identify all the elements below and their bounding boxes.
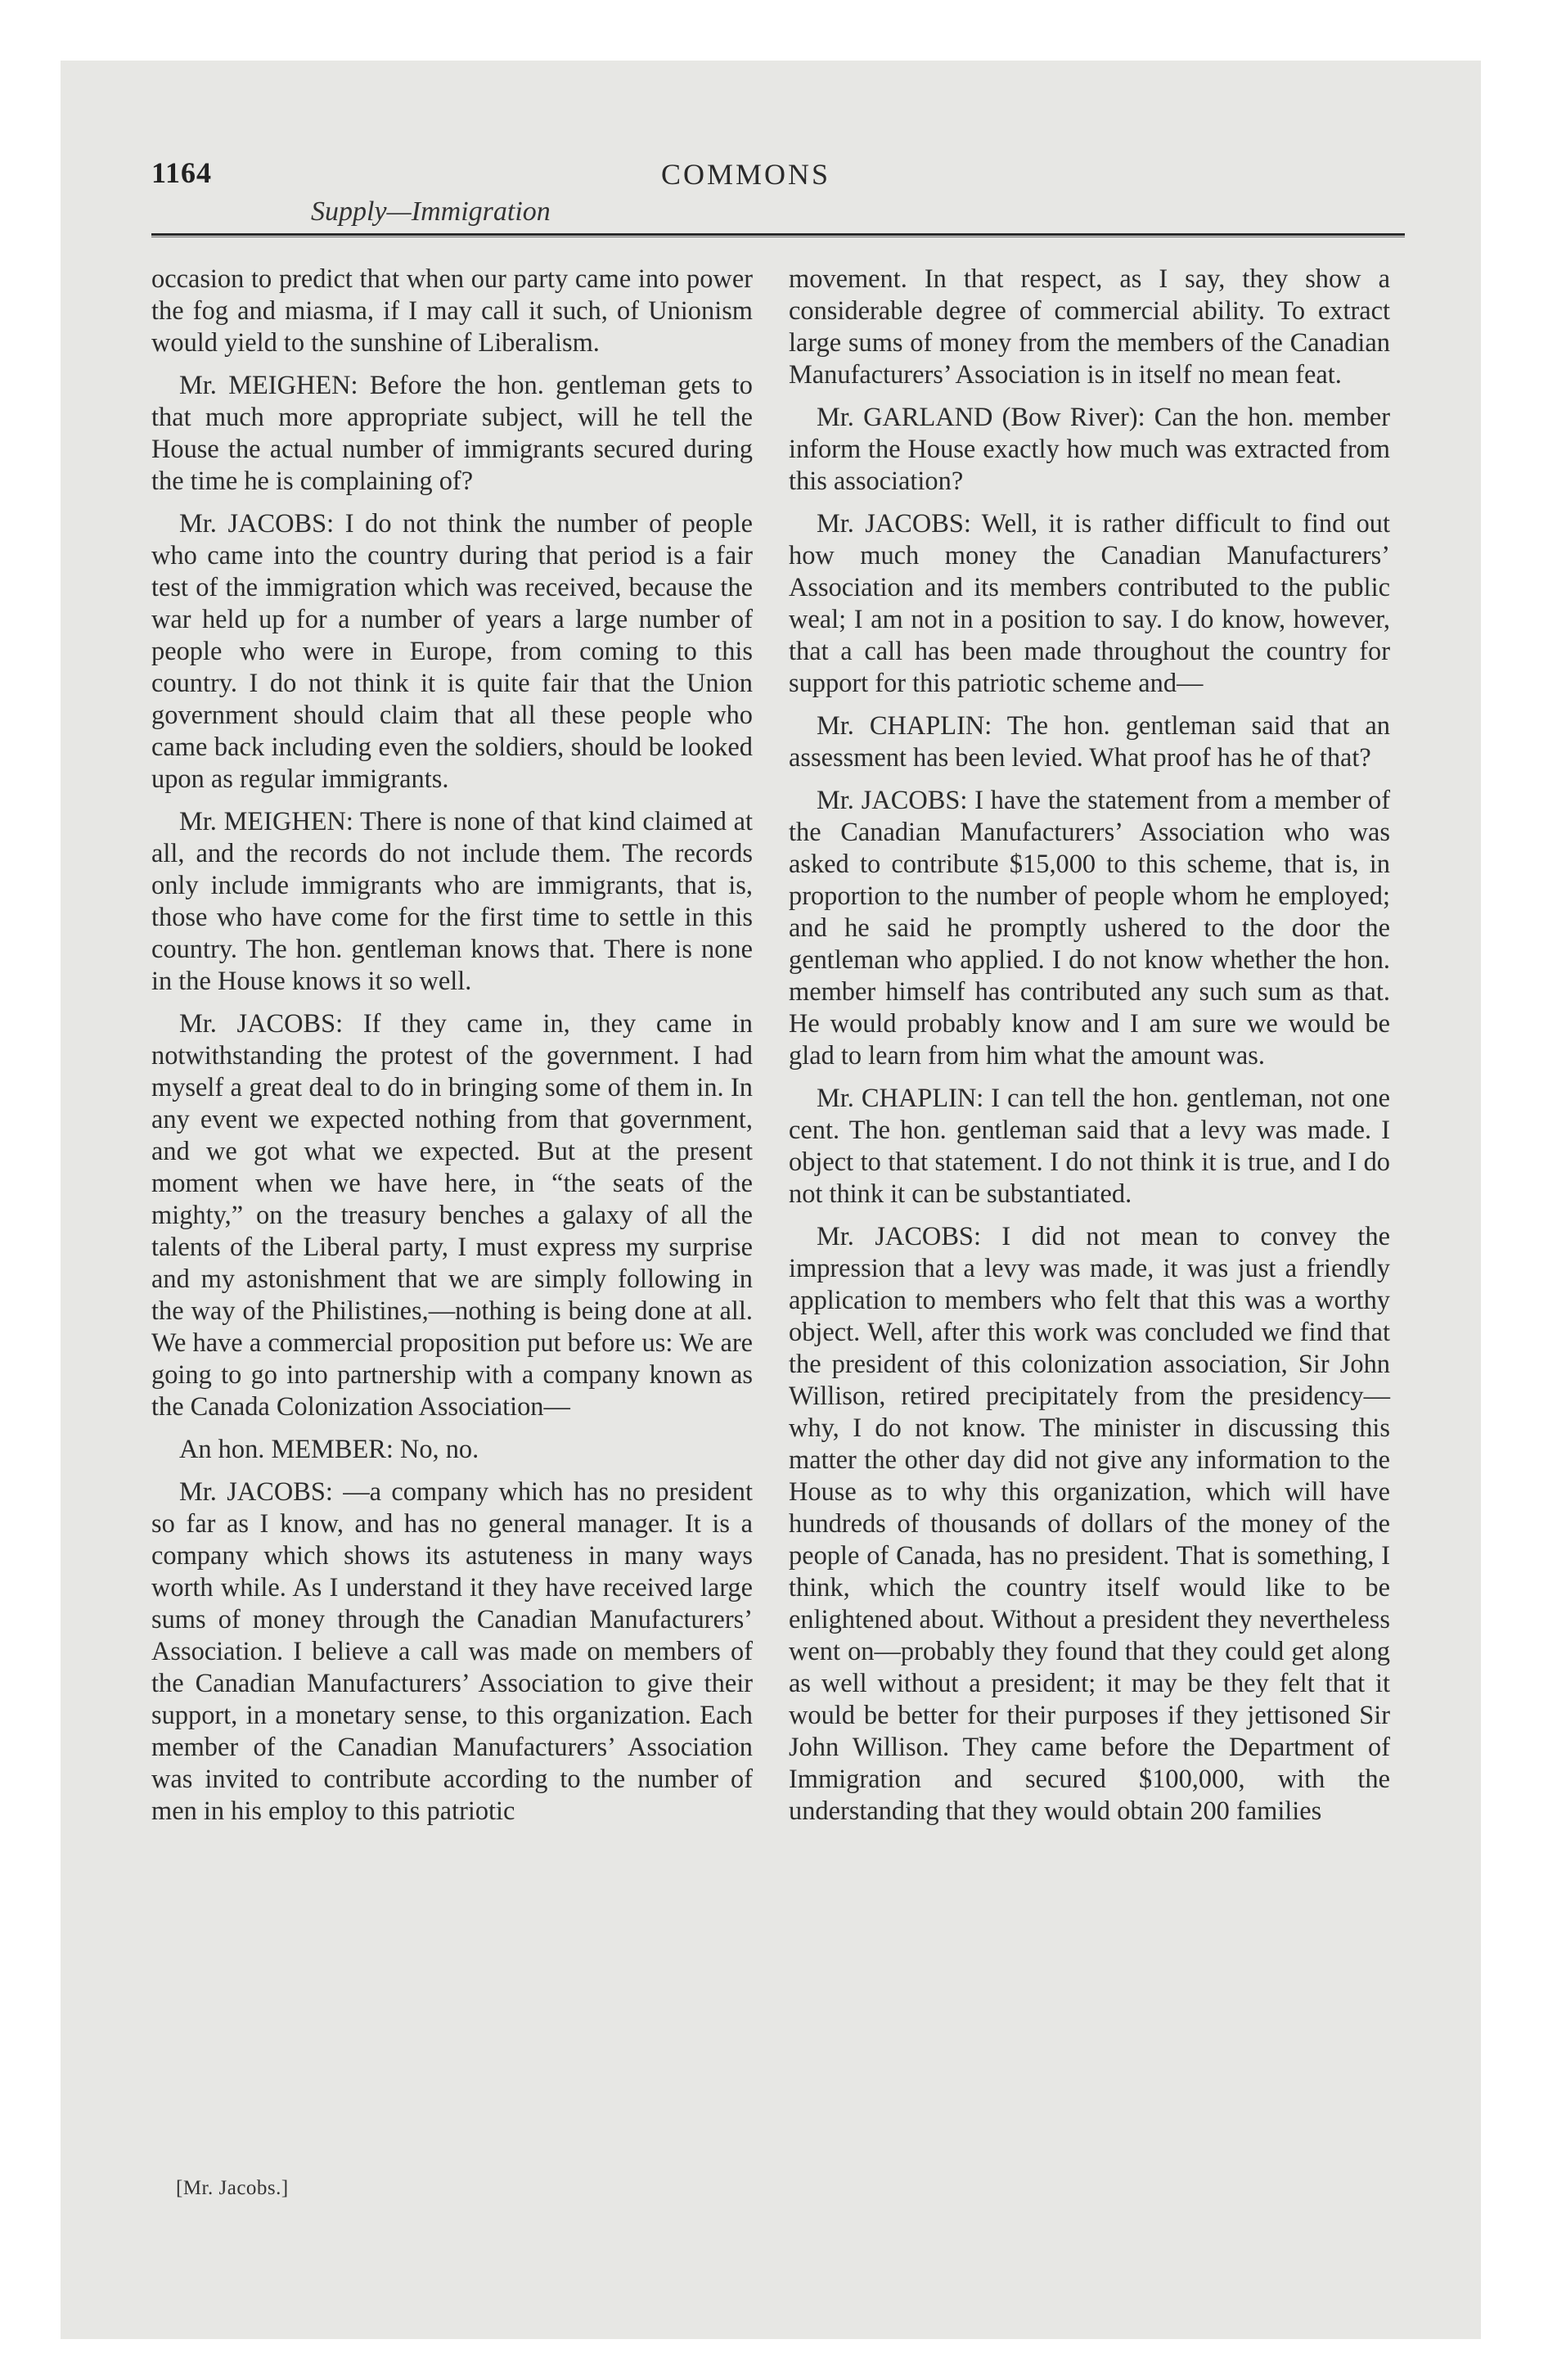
paragraph: movement. In that respect, as I say, they show a considerable degree of commercial ability. To extract large sums of money from the members of the Canadian Manufacturers’ Association is in itself no mean feat.: [789, 264, 1390, 390]
paragraph: Mr. CHAPLIN: The hon. gentleman said that an assessment has been levied. What proof has he of that?: [789, 711, 1390, 773]
left-column: [151, 264, 753, 1838]
paragraph: occasion to predict that when our party came into power the fog and miasma, if I may call it such, of Unionism would yield to the sunshine of Liberalism.: [151, 264, 753, 358]
paragraph: Mr. MEIGHEN: There is none of that kind claimed at all, and the records do not include them. The records only include immigrants who are immigrants, that is, those who have come for the first time to settle in this country. The hon. gentleman knows that. There is none in the House knows it so well.: [151, 807, 753, 996]
paragraph: Mr. JACOBS: I did not mean to convey the impression that a levy was made, it was just a friendly application to members who felt that this was a worthy object. Well, after this work was concluded we find that the president of this colonization association, Sir John Willison, retired precipitately from the presidency—why, I do not know. The minister in discussing this matter the other day did not give any information to the House as to why this organization, which will have hundreds of thousands of dollars of the money of the people of Canada, has no president. That is something, I think, which the country itself would like to be enlightened about. Without a president they nevertheless went on—probably they found that they could get along as well without a president; it may be they felt that it would be better for their purposes if they jettisoned Sir John Willison. They came before the Department of Immigration and secured $100,000, with the understanding that they would obtain 200 families: [789, 1222, 1390, 1826]
speaker-footer-tag: [Mr. Jacobs.]: [176, 2177, 289, 2199]
running-header: [0, 0, 1548, 262]
paragraph: Mr. JACOBS: I have the statement from a member of the Canadian Manufacturers’ Association who was asked to contribute $15,000 to this scheme, that is, in proportion to the number of people whom he employed; and he said he promptly ushered to the door the gentleman who applied. I do not know whether the hon. member himself has contributed any such sum as that. He would probably know and I am sure we would be glad to learn from him what the amount was.: [789, 786, 1390, 1071]
paragraph: An hon. MEMBER: No, no.: [179, 1435, 479, 1464]
paragraph: Mr. GARLAND (Bow River): Can the hon. member inform the House exactly how much was extracted from this association?: [789, 403, 1390, 496]
page-number: 1164: [151, 156, 213, 189]
section-title: Supply—Immigration: [311, 196, 551, 227]
publication-title: COMMONS: [661, 158, 831, 191]
paragraph: Mr. JACOBS: If they came in, they came in notwithstanding the protest of the government. I had myself a great deal to do in bringing some of them in. In any event we expected nothing from that government, and we got what we expected. But at the present moment when we have here, in “the seats of the mighty,” on the treasury benches a galaxy of all the talents of the Liberal party, I must express my surprise and my astonishment that we are simply following in the way of the Philistines,—nothing is being done at all. We have a commercial proposition put before us: We are going to go into partnership with a company known as the Canada Colonization Association—: [151, 1009, 753, 1422]
header-rule: [151, 233, 1405, 236]
right-column: [789, 264, 1390, 1838]
paragraph: Mr. MEIGHEN: Before the hon. gentleman gets to that much more appropriate subject, will he tell the House the actual number of immigrants secured during the time he is complaining of?: [151, 371, 753, 496]
paragraph: Mr. JACOBS: —a company which has no president so far as I know, and has no general manager. It is a company which shows its astuteness in many ways worth while. As I understand it they have received large sums of money through the Canadian Manufacturers’ Association. I believe a call was made on members of the Canadian Manufacturers’ Association to give their support, in a monetary sense, to this organization. Each member of the Canadian Manufacturers’ Association was invited to contribute according to the number of men in his employ to this patriotic: [151, 1477, 753, 1826]
paragraph: Mr. JACOBS: I do not think the number of people who came into the country during that period is a fair test of the immigration which was received, because the war held up for a number of years a large number of people who were in Europe, from coming to this country. I do not think it is quite fair that the Union government should claim that all these people who came back including even the soldiers, should be looked upon as regular immigrants.: [151, 509, 753, 794]
paragraph: Mr. JACOBS: Well, it is rather difficult to find out how much money the Canadian Manufacturers’ Association and its members contributed to the public weal; I am not in a position to say. I do know, however, that a call has been made throughout the country for support for this patriotic scheme and—: [789, 509, 1390, 698]
paragraph: Mr. CHAPLIN: I can tell the hon. gentleman, not one cent. The hon. gentleman said that a levy was made. I object to that statement. I do not think it is true, and I do not think it can be substantiated.: [789, 1084, 1390, 1209]
